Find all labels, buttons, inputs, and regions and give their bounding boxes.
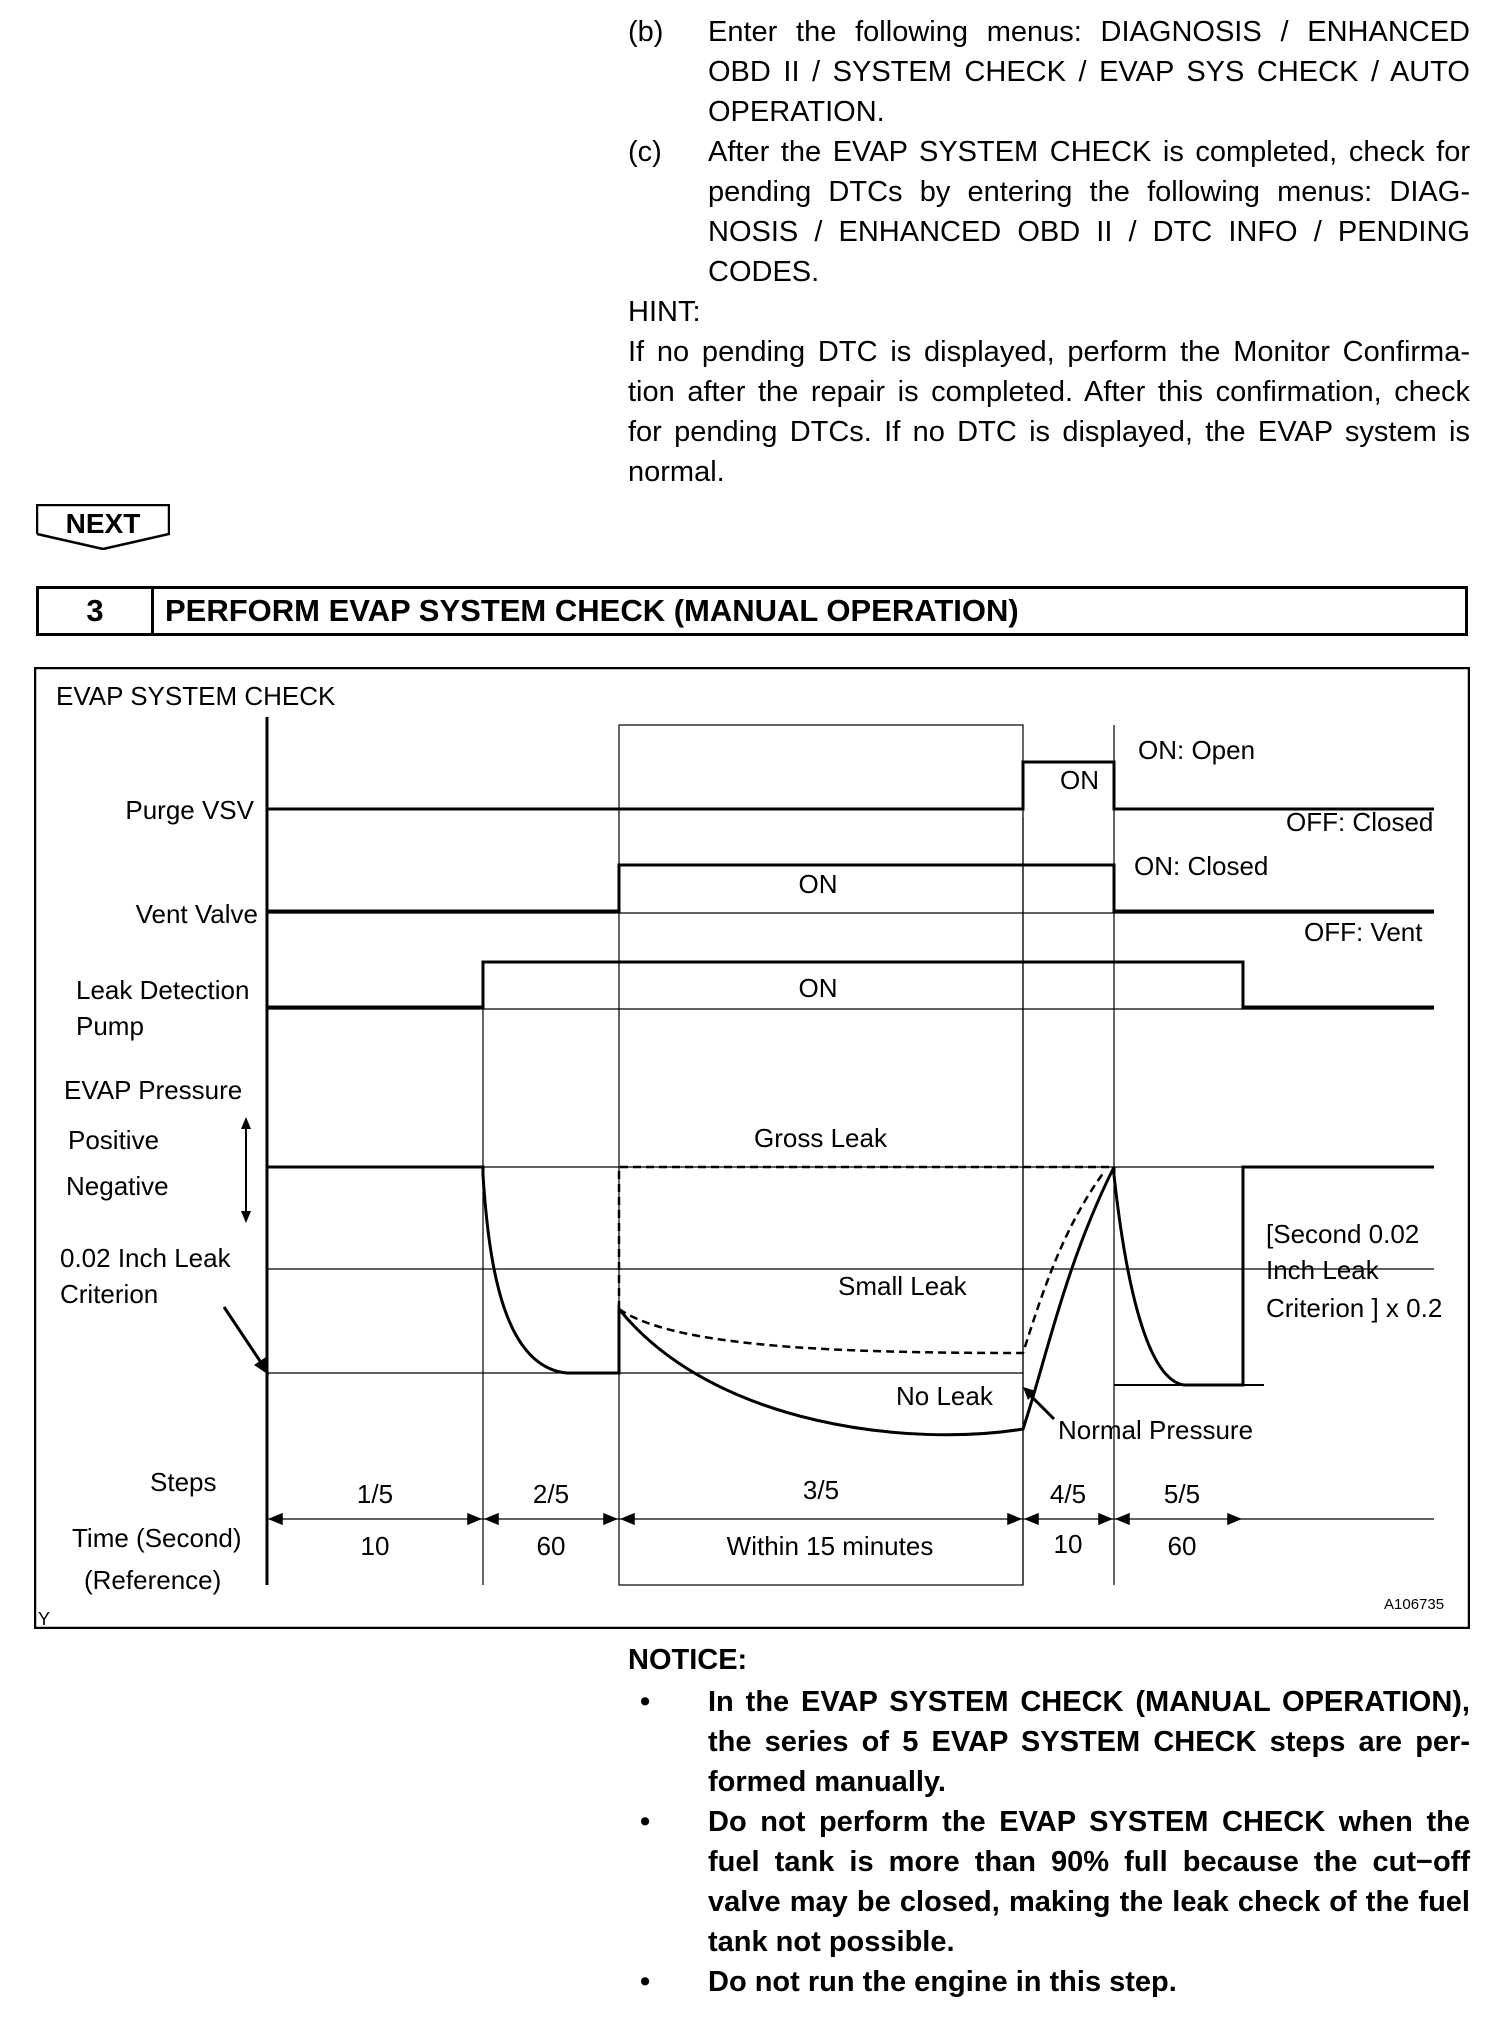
step-time: 60 [536,1531,566,1561]
section-header [36,586,1468,636]
pump-on-label: ON [798,973,838,1003]
purge-vsv-trace [267,762,1434,809]
purge-on-label: ON [1060,765,1099,795]
small-leak-label: Small Leak [838,1271,967,1301]
second-criterion-1: [Second 0.02 [1266,1219,1420,1249]
notice-title: NOTICE: [628,1644,748,1676]
step-time: Within 15 minutes [726,1531,934,1561]
row-label-purge: Purge VSV [125,795,254,825]
row-label-time: Time (Second) [72,1523,242,1553]
procedure-step-c [628,132,1470,292]
hint-text: If no pending DTC is displayed, perform the Monitor Confirma-tion after the repair is completed. After this confirmation, check for pending DTCs. If no DTC is displayed, the EVAP system is normal. [628,336,1470,488]
step-number: 1/5 [356,1479,394,1509]
row-label-reference: (Reference) [84,1565,222,1595]
evap-timing-diagram [34,667,1470,1629]
step-text: Enter the following menus: DIAGNOSIS / ENHANCED OBD II / SYSTEM CHECK / EVAP SYS CHECK / AUTO OPERATION. [708,16,1470,128]
step-text: After the EVAP SYSTEM CHECK is completed, check for pending DTCs by entering the following menus: DIAG-NOSIS / ENHANCED OBD II / DTC INFO / PENDING CODES. [708,136,1470,288]
step-number: 2/5 [532,1479,570,1509]
second-criterion-2: Inch Leak [1266,1255,1379,1285]
row-label-pump-1: Leak Detection [76,975,250,1005]
notice-item [628,1682,1470,1802]
figure-id: A106735 [1384,1596,1445,1613]
vent-off-label: OFF: Vent [1304,917,1423,947]
arrow-up-icon [241,1117,251,1129]
step-time: 10 [360,1531,390,1561]
row-label-criterion-1: 0.02 Inch Leak [60,1243,231,1273]
normal-pressure-label: Normal Pressure [1058,1415,1254,1445]
notice-item [628,1962,1470,2002]
next-button[interactable] [36,504,170,550]
vent-on-closed-label: ON: Closed [1134,851,1269,881]
purge-on-open-label: ON: Open [1138,735,1256,765]
diagram-title: EVAP SYSTEM CHECK [56,681,336,711]
procedure-step-b [628,12,1470,132]
hint-title: HINT: [628,296,701,328]
notice-text: Do not perform the EVAP SYSTEM CHECK when the fuel tank is more than 90% full because the cut−off valve may be closed, making the leak check of the fuel tank not possible. [708,1806,1470,1958]
step-label: (c) [628,136,662,168]
row-label-vent: Vent Valve [135,899,258,929]
notice-text: Do not run the engine in this step. [708,1966,1177,1998]
section-number: 3 [39,589,154,633]
row-label-pump-2: Pump [76,1011,144,1041]
bullet-icon: • [640,1686,651,1718]
arrow-down-icon [241,1211,251,1223]
vent-on-label: ON [798,869,838,899]
step-label: (b) [628,16,664,48]
step-number: 5/5 [1163,1479,1201,1509]
notice-item [628,1802,1470,1962]
bullet-icon: • [640,1806,651,1838]
row-label-criterion-2: Criterion [60,1279,159,1309]
step-time: 60 [1167,1531,1197,1561]
corner-mark: Y [38,1609,51,1629]
bullet-icon: • [640,1966,651,1998]
gross-leak-label: Gross Leak [754,1123,887,1153]
step-number: 4/5 [1049,1479,1087,1509]
purge-off-closed-label: OFF: Closed [1286,807,1434,837]
criterion-pointer [224,1307,264,1367]
small-leak-trace [619,1172,1104,1353]
no-leak-label: No Leak [896,1381,993,1411]
step-time: 10 [1053,1529,1083,1559]
section-title: PERFORM EVAP SYSTEM CHECK (MANUAL OPERATION) [165,593,1019,628]
row-label-steps: Steps [150,1467,217,1497]
row-label-positive: Positive [68,1125,160,1155]
step3-box [619,725,1023,1585]
row-label-evap: EVAP Pressure [64,1075,243,1105]
leak-pump-trace [267,962,1434,1007]
second-criterion-3: Criterion ] x 0.2 [1266,1293,1443,1323]
notice-text: In the EVAP SYSTEM CHECK (MANUAL OPERATION), the series of 5 EVAP SYSTEM CHECK steps are per-formed manually. [708,1686,1470,1798]
step-number: 3/5 [802,1475,840,1505]
row-label-negative: Negative [66,1171,169,1201]
next-label: NEXT [65,508,141,539]
